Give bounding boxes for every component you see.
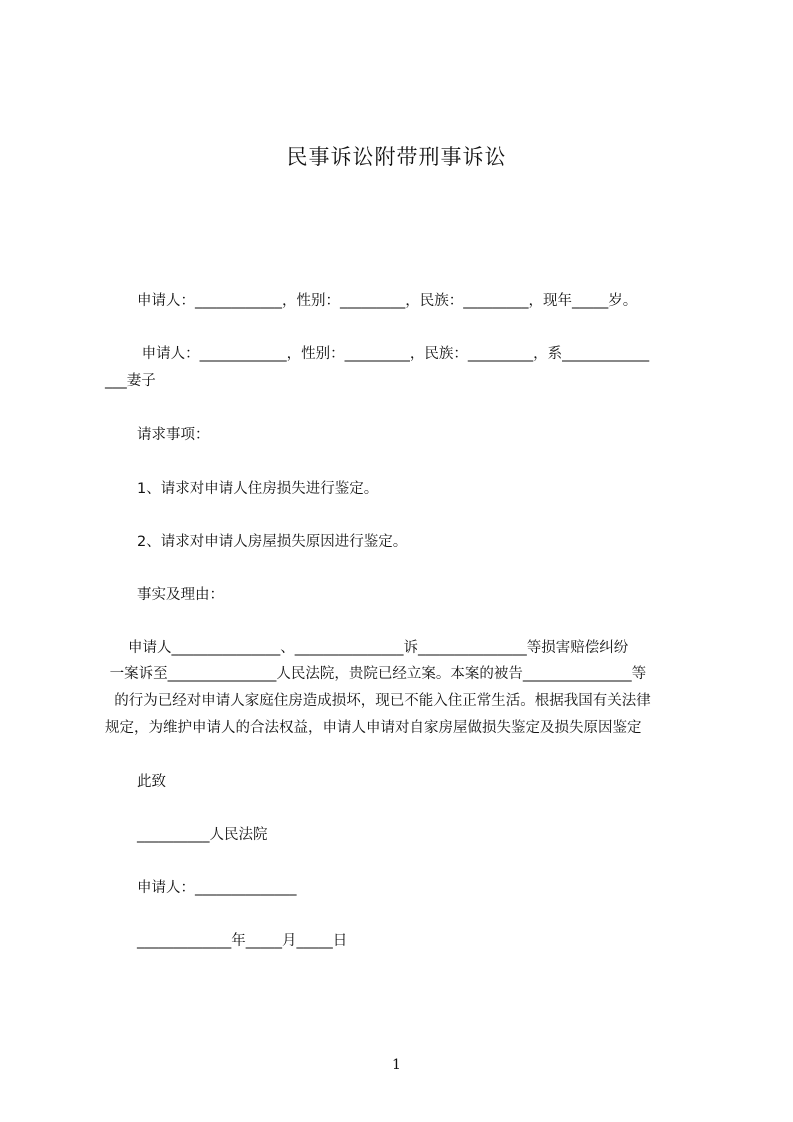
signature-line: 申请人：______________ <box>137 880 297 896</box>
page-number: 1 <box>392 1057 401 1073</box>
closing-text: 此致 <box>137 774 166 790</box>
applicant2-line-continued: ___妻子 <box>105 373 156 389</box>
document-title: 民事诉讼附带刑事诉讼 <box>286 145 507 169</box>
court-line: __________人民法院 <box>137 827 268 843</box>
facts-paragraph-line: 一案诉至_______________人民法院，贵院已经立案。本案的被告_______________等 <box>105 666 647 682</box>
date-line: _____________年_____月_____日 <box>137 933 348 949</box>
request-item-2: 2、请求对申请人房屋损失原因进行鉴定。 <box>137 534 408 550</box>
facts-paragraph-line: 规定，为维护申请人的合法权益，申请人申请对自家房屋做损失鉴定及损失原因鉴定 <box>105 720 642 736</box>
facts-paragraph-line: 申请人_______________、_______________诉_______________等损害赔偿纠纷 <box>105 640 629 656</box>
requests-heading: 请求事项： <box>137 427 210 443</box>
applicant1-line: 申请人：____________，性别：_________，民族：_________，现年_____岁。 <box>137 293 638 309</box>
facts-heading: 事实及理由： <box>137 587 224 603</box>
request-item-1: 1、请求对申请人住房损失进行鉴定。 <box>137 481 379 497</box>
facts-paragraph-line: 的行为已经对申请人家庭住房造成损坏，现已不能入住正常生活。根据我国有关法律 <box>105 693 651 709</box>
applicant2-line: 申请人：____________，性别：_________，民族：_________，系____________ <box>137 346 650 362</box>
